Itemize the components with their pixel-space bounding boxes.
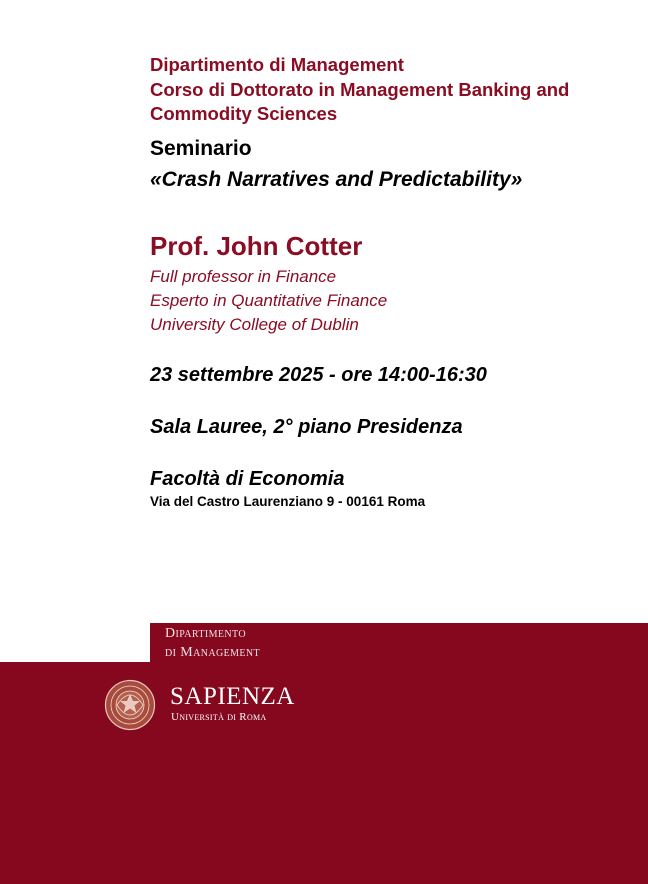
course-line-1: Corso di Dottorato in Management Banking and — [150, 78, 570, 100]
university-subtitle: Università di Roma — [171, 711, 267, 723]
speaker-role-1: Full professor in Finance — [150, 267, 337, 286]
footer-band — [0, 662, 648, 884]
department-name: Dipartimento di Management — [150, 54, 404, 75]
seminar-title: «Crash Narratives and Predictability» — [150, 168, 523, 191]
speaker-roles — [150, 265, 387, 337]
footer-dept-line-1: Dipartimento — [165, 626, 246, 641]
event-datetime: 23 settembre 2025 - ore 14:00-16:30 — [150, 364, 487, 386]
event-address: Via del Castro Laurenziano 9 - 00161 Roma — [150, 494, 426, 509]
seminar-label: Seminario — [150, 137, 252, 160]
speaker-role-2: Esperto in Quantitative Finance — [150, 291, 388, 310]
event-faculty: Facoltà di Economia — [150, 468, 345, 490]
university-name: SAPIENZA — [170, 683, 295, 710]
speaker-name: Prof. John Cotter — [150, 231, 363, 261]
header-block — [150, 53, 569, 127]
sapienza-seal-icon — [104, 679, 156, 731]
course-line-2: Commodity Sciences — [150, 103, 338, 124]
footer-dept-line-2: di Management — [165, 645, 261, 660]
footer-department-label — [165, 624, 260, 662]
event-room: Sala Lauree, 2° piano Presidenza — [150, 416, 463, 438]
speaker-role-3: University College of Dublin — [150, 315, 359, 334]
